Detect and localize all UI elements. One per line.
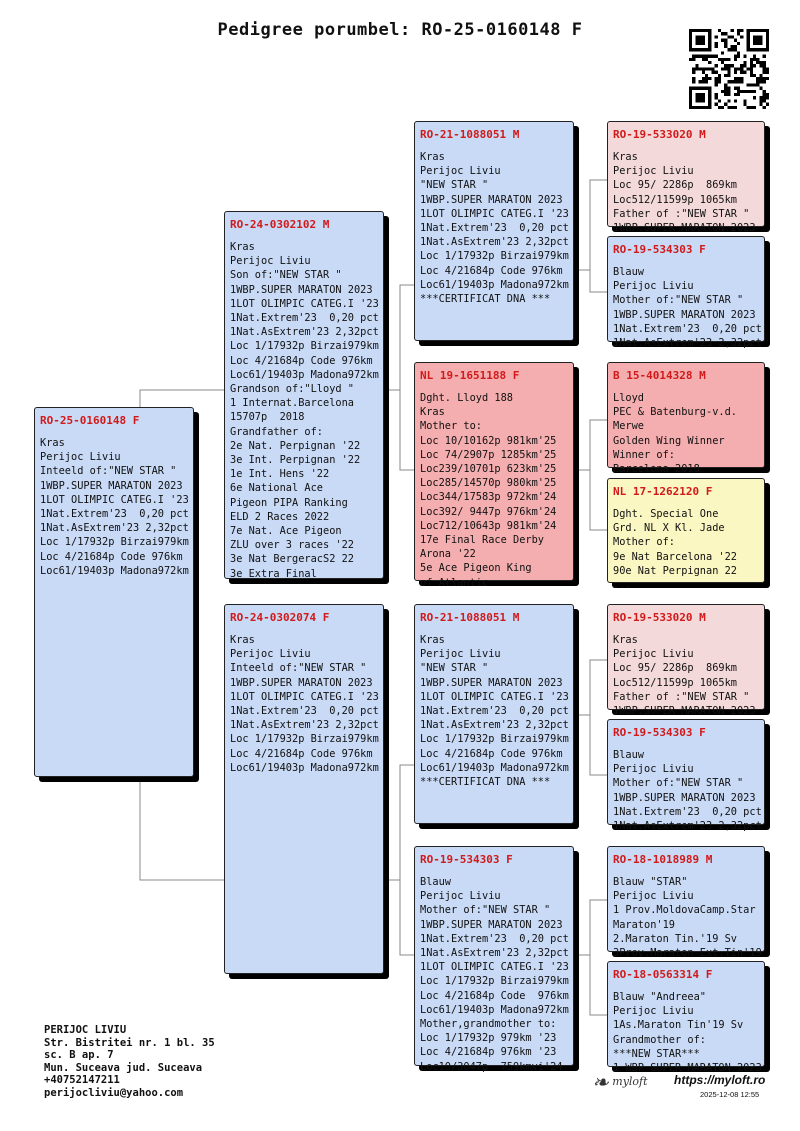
card-line: 1Nat.Extrem'23 0,20 pct <box>420 705 569 718</box>
pigeon-card-sss[interactable] <box>607 121 765 235</box>
card-line: Mother to: <box>420 420 482 433</box>
card-line: 1As.Maraton Tin'19 Sv <box>613 1019 744 1032</box>
card-line: ... <box>613 579 632 592</box>
site-url[interactable]: https://myloft.ro <box>674 1073 766 1087</box>
card-line: Kras <box>420 406 445 419</box>
card-line: 3e Extra Final <box>230 567 317 580</box>
card-line: Loc 4/21684p Code 976km <box>420 264 563 277</box>
card-line: ZLU over 3 races '22 <box>230 539 354 552</box>
card-line: Kras <box>613 634 638 646</box>
card-line: Loc10/3047p 759kmvi'24 <box>420 1060 563 1073</box>
card-line: 3e Int. Perpignan '22 <box>230 454 361 467</box>
owner-city: Mun. Suceava jud. Suceava <box>44 1061 203 1074</box>
card-line: 1e Int. Hens '22 <box>230 468 330 481</box>
card-line: 1Nat.AsExtrem'23 2,32pct <box>420 947 569 960</box>
card-line: Dght. Lloyd 188 <box>420 392 513 404</box>
card-line: Golden Wing Winner <box>613 434 725 447</box>
card-line: Loc 4/21684p Code 976km <box>420 989 569 1002</box>
card-line: Loc61/19403p Madona972km <box>420 761 569 774</box>
card-line: ***CERTIFICAT DNA *** <box>420 293 551 306</box>
card-line: Loc 1/17932p Birzai979km <box>420 733 569 746</box>
card-line: 1Nat.Extrem'23 0,20 pct <box>613 322 762 335</box>
card-line: 90e Nat Perpignan 22 <box>613 564 737 577</box>
card-line: ELD 2 Races 2022 <box>230 510 330 523</box>
card-line: Perijoc Liviu <box>420 890 501 903</box>
card-line: 1Nat.AsExtrem'23 2,32pct <box>613 820 762 833</box>
bird-icon: ❧ <box>592 1070 609 1094</box>
card-line: Blauw <box>613 749 644 761</box>
card-line: 1WBP.SUPER MARATON 2023 <box>613 222 756 235</box>
card-line: Kras <box>420 634 445 646</box>
card-line: Loc285/14570p 980km'25 <box>420 477 557 490</box>
myloft-logo <box>592 1070 648 1094</box>
card-line: 1WBP.SUPER MARATON 2023 <box>420 676 563 689</box>
card-line: Pigeon PIPA Ranking <box>230 496 348 509</box>
card-line: Loc 1/17932p Birzai979km <box>230 733 379 746</box>
card-line: Loc 4/21684p Code 976km <box>420 747 563 760</box>
pigeon-card-sds[interactable] <box>607 362 765 476</box>
card-line: Father of :"NEW STAR " <box>613 207 750 220</box>
card-line: Loc61/19403p Madona972km <box>40 564 189 577</box>
card-line: 1WBP.SUPER MARATON 2023 <box>230 676 373 689</box>
card-line: ***CERTIFICAT DNA *** <box>420 776 551 789</box>
card-line: Loc61/19403p Madona972km <box>230 761 379 774</box>
card-line: Kras <box>420 151 445 163</box>
card-line: Perijoc Liviu <box>613 763 694 776</box>
card-line: Grandson of:"Lloyd " <box>230 383 354 396</box>
card-line: Loc 1/17932p Birzai979km <box>40 536 189 549</box>
card-line: Kras <box>40 437 65 449</box>
card-line: 5e Ace Pigeon King <box>420 562 532 575</box>
card-line: 1Nat.AsExtrem'23 2,32pct <box>230 326 379 339</box>
card-line: Loc512/11599p 1065km <box>613 193 737 206</box>
card-line: "NEW STAR " <box>420 662 489 675</box>
card-line: 1LOT OLIMPIC CATEG.I '23 <box>420 207 569 220</box>
card-line: 1Nat.AsExtrem'23 2,32pct <box>613 337 762 350</box>
card-line: Perijoc Liviu <box>230 648 311 661</box>
card-line: Grandfather of: <box>230 425 323 438</box>
card-line: Loc 1/17932p Birzai979km <box>420 250 569 263</box>
card-line: Loc 1/17932p 979km '23 <box>420 1032 557 1045</box>
card-line: 1WBP.SUPER MARATON 2023 <box>613 791 756 804</box>
ring-number: RO-18-0563314 F <box>613 968 713 981</box>
card-line: Loc 4/21684p Code 976km <box>40 550 183 563</box>
logo-text: myloft <box>612 1075 648 1088</box>
card-line: 1Nat.AsExtrem'23 2,32pct <box>420 719 569 732</box>
card-line: Perijoc Liviu <box>613 1005 694 1018</box>
card-line: 1WBP.SUPER MARATON 2023 <box>613 308 756 321</box>
card-line: Inteeld of:"NEW STAR " <box>40 465 177 478</box>
card-line: Dght. Special One <box>613 508 719 520</box>
card-line: 2e Nat. Perpignan '22 <box>230 439 361 452</box>
card-line: Blauw <box>420 876 451 888</box>
owner-street: Str. Bistritei nr. 1 bl. 35 <box>44 1036 215 1049</box>
card-line: Loc 10/10162p 981km'25 <box>420 434 557 447</box>
card-line: Inteeld of:"NEW STAR " <box>230 662 367 675</box>
card-line: 1 Internat.Barcelona <box>230 397 354 410</box>
card-line: Mother,grandmother to: <box>420 1018 557 1031</box>
card-line: 1WBP.SUPER MARATON 2023 <box>613 705 756 718</box>
card-line: Perijoc Liviu <box>613 165 694 178</box>
card-line: Winner of: <box>613 448 675 461</box>
card-line: 1Nat.AsExtrem'23 2,32pct <box>230 719 379 732</box>
owner-info <box>44 1024 215 1100</box>
card-line: Perijoc Liviu <box>420 165 501 178</box>
card-line: Perijoc Liviu <box>613 280 694 293</box>
ring-number: RO-19-533020 M <box>613 611 706 624</box>
ring-number: NL 19-1651188 F <box>420 369 520 382</box>
card-line: of Atlantic <box>420 576 489 589</box>
card-line: Loc344/17583p 972km'24 <box>420 491 557 504</box>
card-line: Perijoc Liviu <box>420 648 501 661</box>
qr-code-icon <box>689 29 769 109</box>
card-line: Loc239/10701p 623km'25 <box>420 463 557 476</box>
card-line: Mother of: <box>613 536 675 549</box>
owner-block: sc. B ap. 7 <box>44 1049 114 1062</box>
card-line: Kras <box>230 634 255 646</box>
ring-number: RO-19-534303 F <box>613 243 706 256</box>
card-line: Maraton'19 <box>613 918 675 931</box>
pigeon-card-dss[interactable] <box>607 604 765 718</box>
card-line: 7e Nat. Ace Pigeon <box>230 525 342 538</box>
card-line: Barcelona 2018 <box>613 463 700 476</box>
card-line: Perijoc Liviu <box>613 890 694 903</box>
card-line: 1Nat.Extrem'23 0,20 pct <box>40 508 189 521</box>
card-line: "NEW STAR " <box>420 179 489 192</box>
card-line: 1 WBP SUPER MARATON 2023 <box>613 1062 762 1075</box>
card-line: 1WBP.SUPER MARATON 2023 <box>420 193 563 206</box>
ring-number: RO-18-1018989 M <box>613 853 713 866</box>
card-line: 1Nat.AsExtrem'23 2,32pct <box>420 236 569 249</box>
card-line: 1WBP.SUPER MARATON 2023 <box>40 479 183 492</box>
print-timestamp: 2025-12-08 12:55 <box>700 1090 760 1099</box>
card-line: 1WBP.SUPER MARATON 2023 <box>420 918 563 931</box>
card-line: Loc 4/21684p Code 976km <box>230 354 373 367</box>
card-line: 1LOT OLIMPIC CATEG.I '23 <box>420 690 569 703</box>
card-line: 9e Nat Barcelona '22 <box>613 550 737 563</box>
card-line: 1Nat.Extrem'23 0,20 pct <box>420 932 569 945</box>
card-line: Grd. NL X Kl. Jade <box>613 522 725 535</box>
ring-number: RO-21-1088051 M <box>420 128 520 141</box>
ring-number: RO-24-0302074 F <box>230 611 330 624</box>
card-line: 1Nat.Extrem'23 0,20 pct <box>613 805 762 818</box>
owner-name: PERIJOC LIVIU <box>44 1024 127 1036</box>
owner-phone: +40752147211 <box>44 1074 120 1087</box>
card-line: 1Nat.Extrem'23 0,20 pct <box>230 705 379 718</box>
card-line: Perijoc Liviu <box>40 451 121 464</box>
pigeon-card-dam-dam[interactable] <box>414 846 574 1073</box>
card-line: 1 Prov.MoldovaCamp.Star <box>613 904 756 917</box>
ring-number: RO-25-0160148 F <box>40 414 140 427</box>
pigeon-card-ssd[interactable] <box>607 236 765 350</box>
pigeon-card-subject[interactable] <box>34 407 194 777</box>
card-line: 15707p 2018 <box>230 411 305 424</box>
pigeon-card-dds[interactable] <box>607 846 765 960</box>
card-line: Loc 1/17932p Birzai979km <box>420 975 569 988</box>
card-line: 17e Final Race Derby <box>420 534 544 547</box>
ring-number: RO-21-1088051 M <box>420 611 520 624</box>
card-line: 2.Maraton Tin.'19 Sv <box>613 932 737 945</box>
card-line: 1LOT OLIMPIC CATEG.I '23 <box>230 297 379 310</box>
card-line: Mother of:"NEW STAR " <box>613 294 744 307</box>
pigeon-card-dam[interactable] <box>224 604 384 974</box>
card-line: Son of:"NEW STAR " <box>230 269 342 282</box>
card-line: Lloyd <box>613 392 644 404</box>
card-line: Loc 4/21684p Code 976km <box>230 747 373 760</box>
card-line: Loc 95/ 2286p 869km <box>613 662 737 675</box>
owner-email[interactable]: perijocliviu@yahoo.com <box>44 1086 184 1099</box>
card-line: Loc512/11599p 1065km <box>613 676 737 689</box>
card-line: 6e National Ace <box>230 482 323 495</box>
card-line: Mother of:"NEW STAR " <box>613 777 744 790</box>
ring-number: RO-19-534303 F <box>420 853 513 866</box>
pigeon-card-dam-sire[interactable] <box>414 604 574 824</box>
card-line: Perijoc Liviu <box>613 648 694 661</box>
card-line: 3Prov.Maraton Ext.Tin'19 <box>613 947 762 960</box>
pigeon-card-dsd[interactable] <box>607 719 765 833</box>
card-line: PEC & Batenburg-v.d. <box>613 406 737 419</box>
card-line: Father of :"NEW STAR " <box>613 690 750 703</box>
card-line: Merwe <box>613 420 644 433</box>
card-line: Loc61/19403p Madona972km <box>230 368 379 381</box>
pigeon-card-sire-dam[interactable] <box>414 362 574 589</box>
pigeon-card-sdd[interactable] <box>607 478 765 592</box>
card-line: 1WBP.SUPER MARATON 2023 <box>230 283 373 296</box>
pigeon-card-ddd[interactable] <box>607 961 765 1075</box>
pigeon-card-sire[interactable] <box>224 211 384 579</box>
card-line: ***NEW STAR*** <box>613 1047 700 1060</box>
card-line: Blauw "Andreea" <box>613 991 706 1003</box>
card-line: 1Nat.Extrem'23 0,20 pct <box>420 222 569 235</box>
card-line: 1LOT OLIMPIC CATEG.I '23 <box>40 493 189 506</box>
card-line: Loc 1/17932p Birzai979km <box>230 340 379 353</box>
card-line: Loc712/10643p 981km'24 <box>420 519 557 532</box>
card-line: Loc61/19403p Madona972km <box>420 278 569 291</box>
card-line: Blauw "STAR" <box>613 876 688 888</box>
ring-number: RO-24-0302102 M <box>230 218 330 231</box>
card-line: Loc392/ 9447p 976km'24 <box>420 505 557 518</box>
ring-number: B 15-4014328 M <box>613 369 706 382</box>
card-line: Arona '22 <box>420 548 476 561</box>
card-line: 1LOT OLIMPIC CATEG.I '23 <box>420 961 569 974</box>
ring-number: RO-19-534303 F <box>613 726 706 739</box>
card-line: 1LOT OLIMPIC CATEG.I '23 <box>230 690 379 703</box>
card-line: Perijoc Liviu <box>230 255 311 268</box>
pigeon-card-sire-sire[interactable] <box>414 121 574 341</box>
ring-number: NL 17-1262120 F <box>613 485 713 498</box>
card-line: 1Nat.AsExtrem'23 2,32pct <box>40 522 189 535</box>
card-line: 3e Nat BergeracS2 22 <box>230 553 354 566</box>
card-line: Loc 95/ 2286p 869km <box>613 179 737 192</box>
card-line: Mother of:"NEW STAR " <box>420 904 551 917</box>
card-line: 1Nat.Extrem'23 0,20 pct <box>230 312 379 325</box>
card-line: Loc 74/2907p 1285km'25 <box>420 448 557 461</box>
card-line: Kras <box>613 151 638 163</box>
page-title: Pedigree porumbel: RO-25-0160148 F <box>217 20 583 40</box>
ring-number: RO-19-533020 M <box>613 128 706 141</box>
card-line: Loc61/19403p Madona972km <box>420 1003 569 1016</box>
card-line: Loc 4/21684p 976km '23 <box>420 1046 557 1059</box>
card-line: Grandmother of: <box>613 1033 706 1046</box>
card-line: Kras <box>230 241 255 253</box>
card-line: Blauw <box>613 266 644 278</box>
